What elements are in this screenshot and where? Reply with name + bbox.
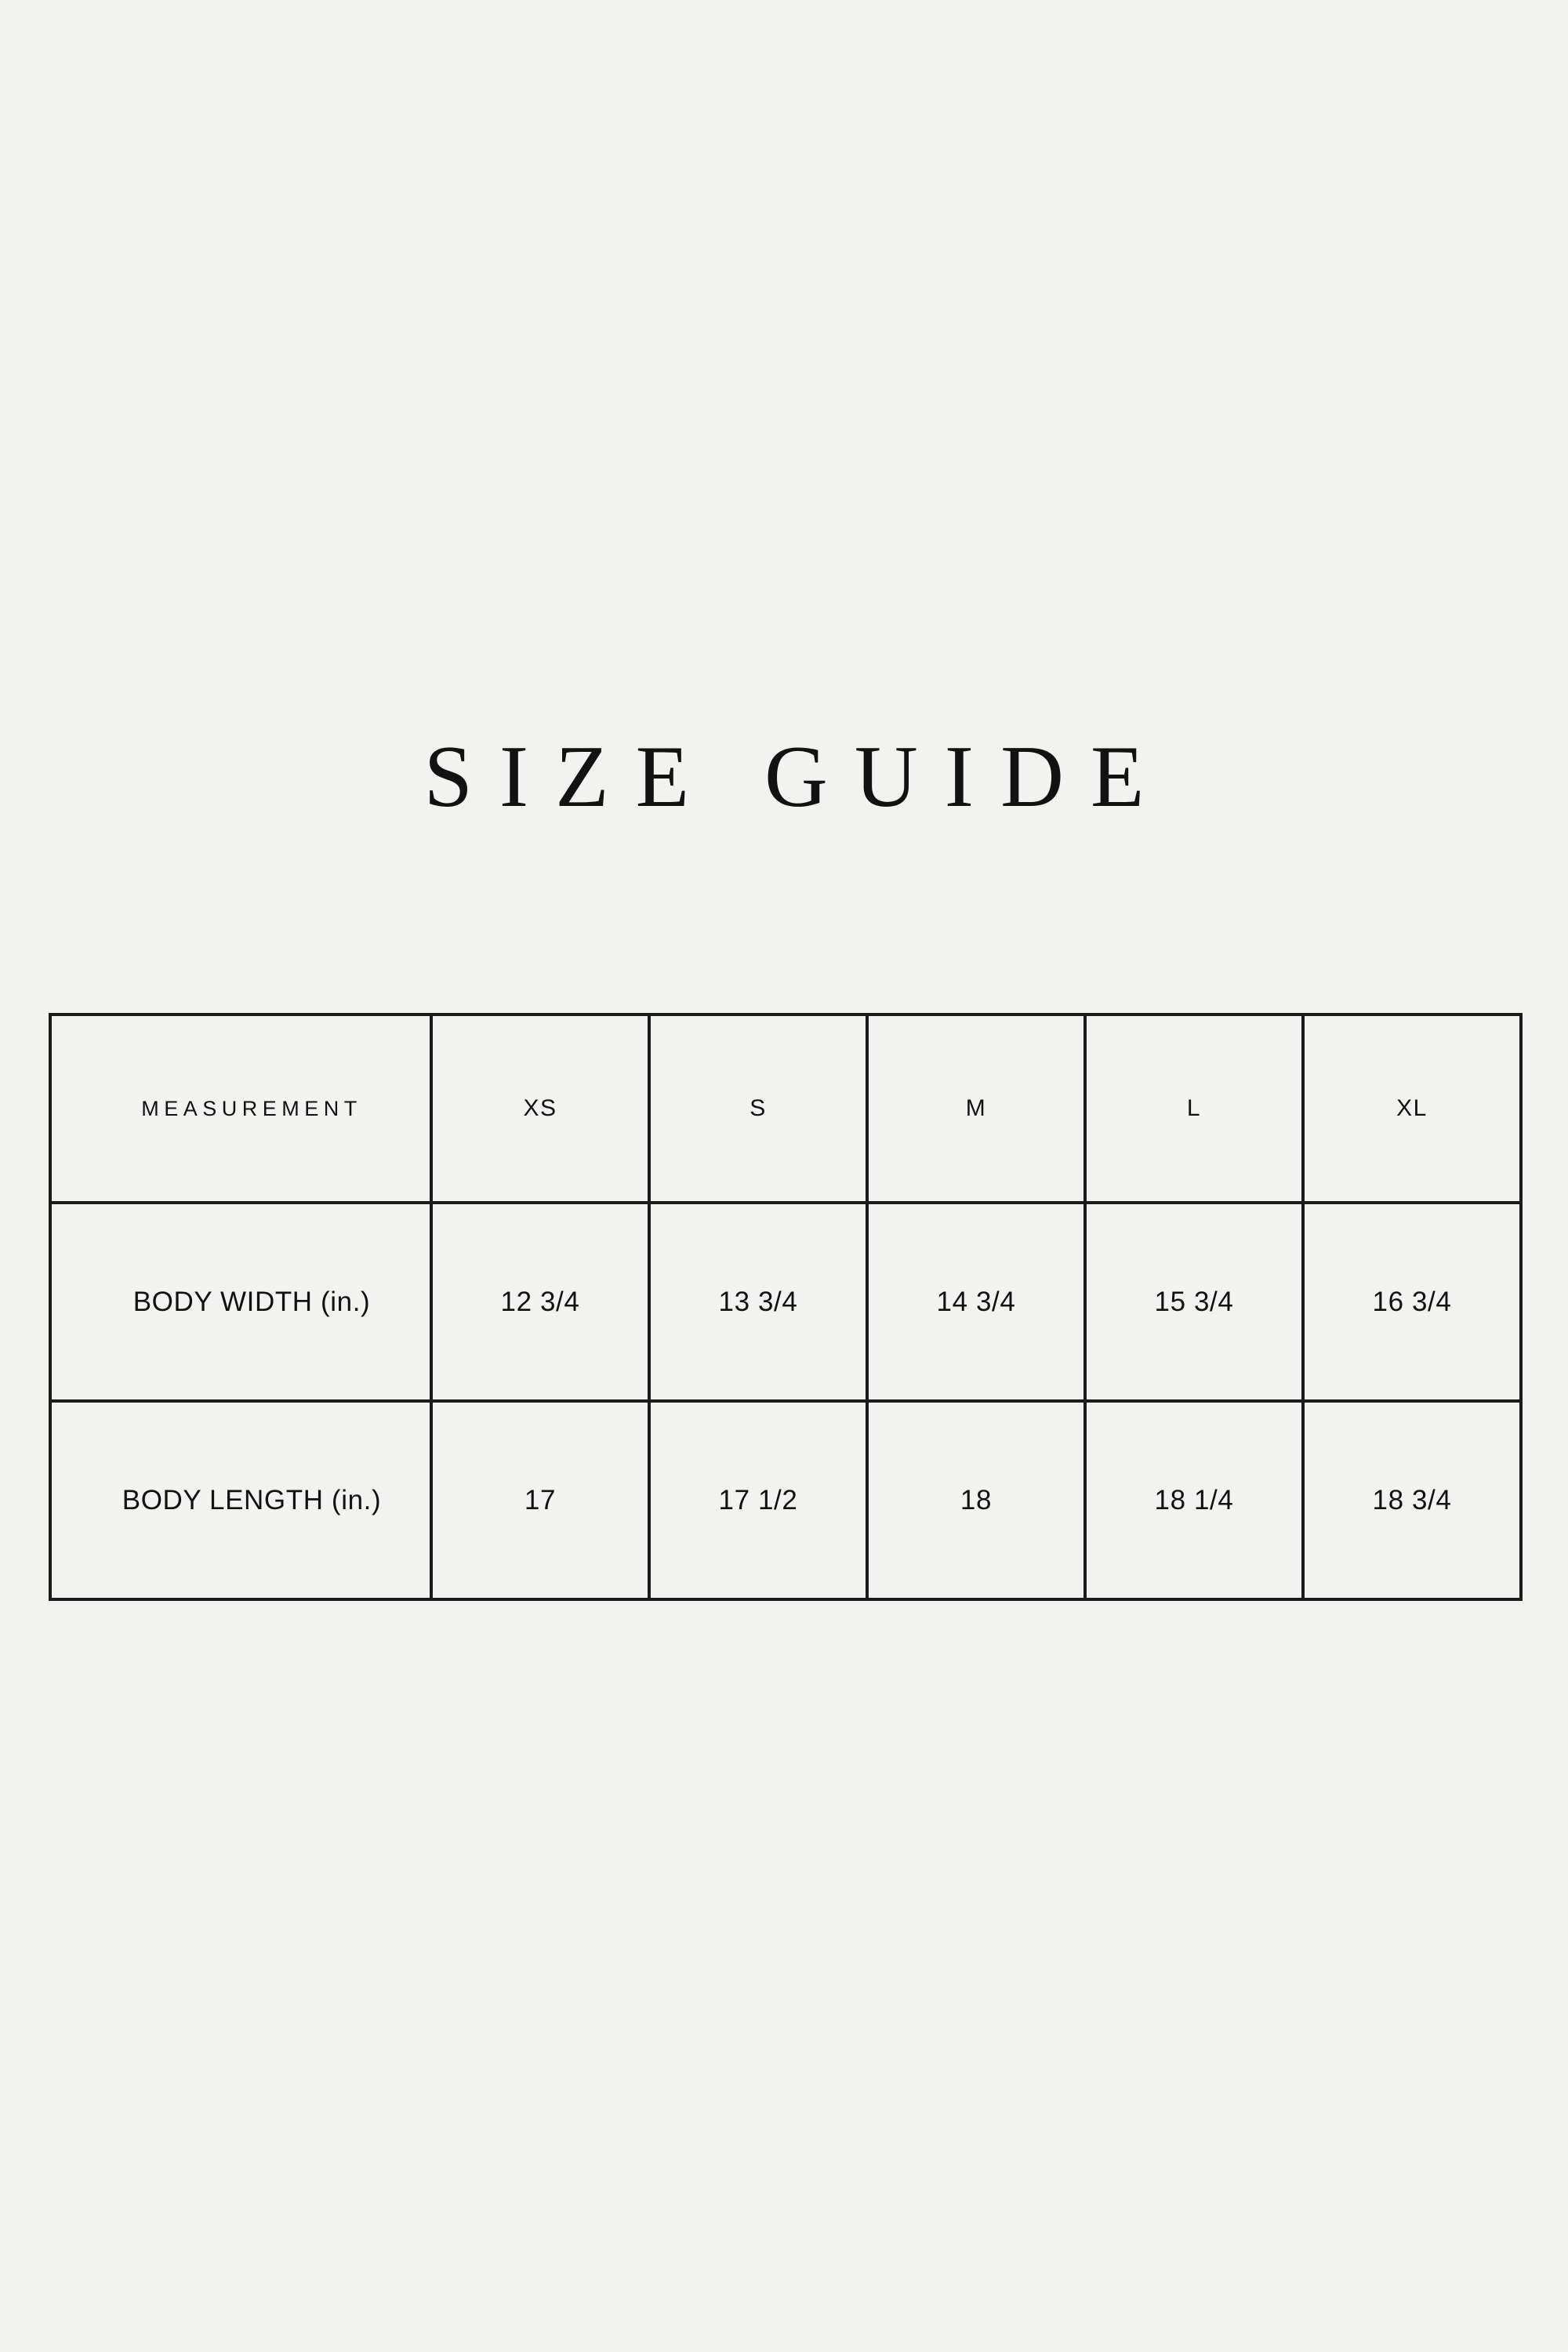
column-header-l: L — [1085, 1014, 1303, 1203]
table-header — [50, 1014, 1521, 1203]
table-row — [50, 1203, 1521, 1401]
cell-body-width-l: 15 3/4 — [1085, 1203, 1303, 1401]
cell-body-width-s: 13 3/4 — [649, 1203, 867, 1401]
cell-body-width-xs: 12 3/4 — [431, 1203, 649, 1401]
size-table-container — [49, 1013, 1519, 1601]
cell-body-length-xs: 17 — [431, 1401, 649, 1599]
row-label-body-width: BODY WIDTH (in.) — [50, 1203, 431, 1401]
cell-body-width-xl: 16 3/4 — [1303, 1203, 1521, 1401]
column-header-xs: XS — [431, 1014, 649, 1203]
size-guide-table — [49, 1013, 1523, 1601]
cell-body-width-m: 14 3/4 — [867, 1203, 1085, 1401]
page-title: SIZE GUIDE — [423, 728, 1171, 826]
table-header-row — [50, 1014, 1521, 1203]
cell-body-length-l: 18 1/4 — [1085, 1401, 1303, 1599]
column-header-measurement: MEASUREMENT — [50, 1014, 431, 1203]
cell-body-length-s: 17 1/2 — [649, 1401, 867, 1599]
column-header-s: S — [649, 1014, 867, 1203]
table-body — [50, 1203, 1521, 1599]
row-label-body-length: BODY LENGTH (in.) — [50, 1401, 431, 1599]
table-row — [50, 1401, 1521, 1599]
column-header-xl: XL — [1303, 1014, 1521, 1203]
column-header-m: M — [867, 1014, 1085, 1203]
cell-body-length-m: 18 — [867, 1401, 1085, 1599]
cell-body-length-xl: 18 3/4 — [1303, 1401, 1521, 1599]
